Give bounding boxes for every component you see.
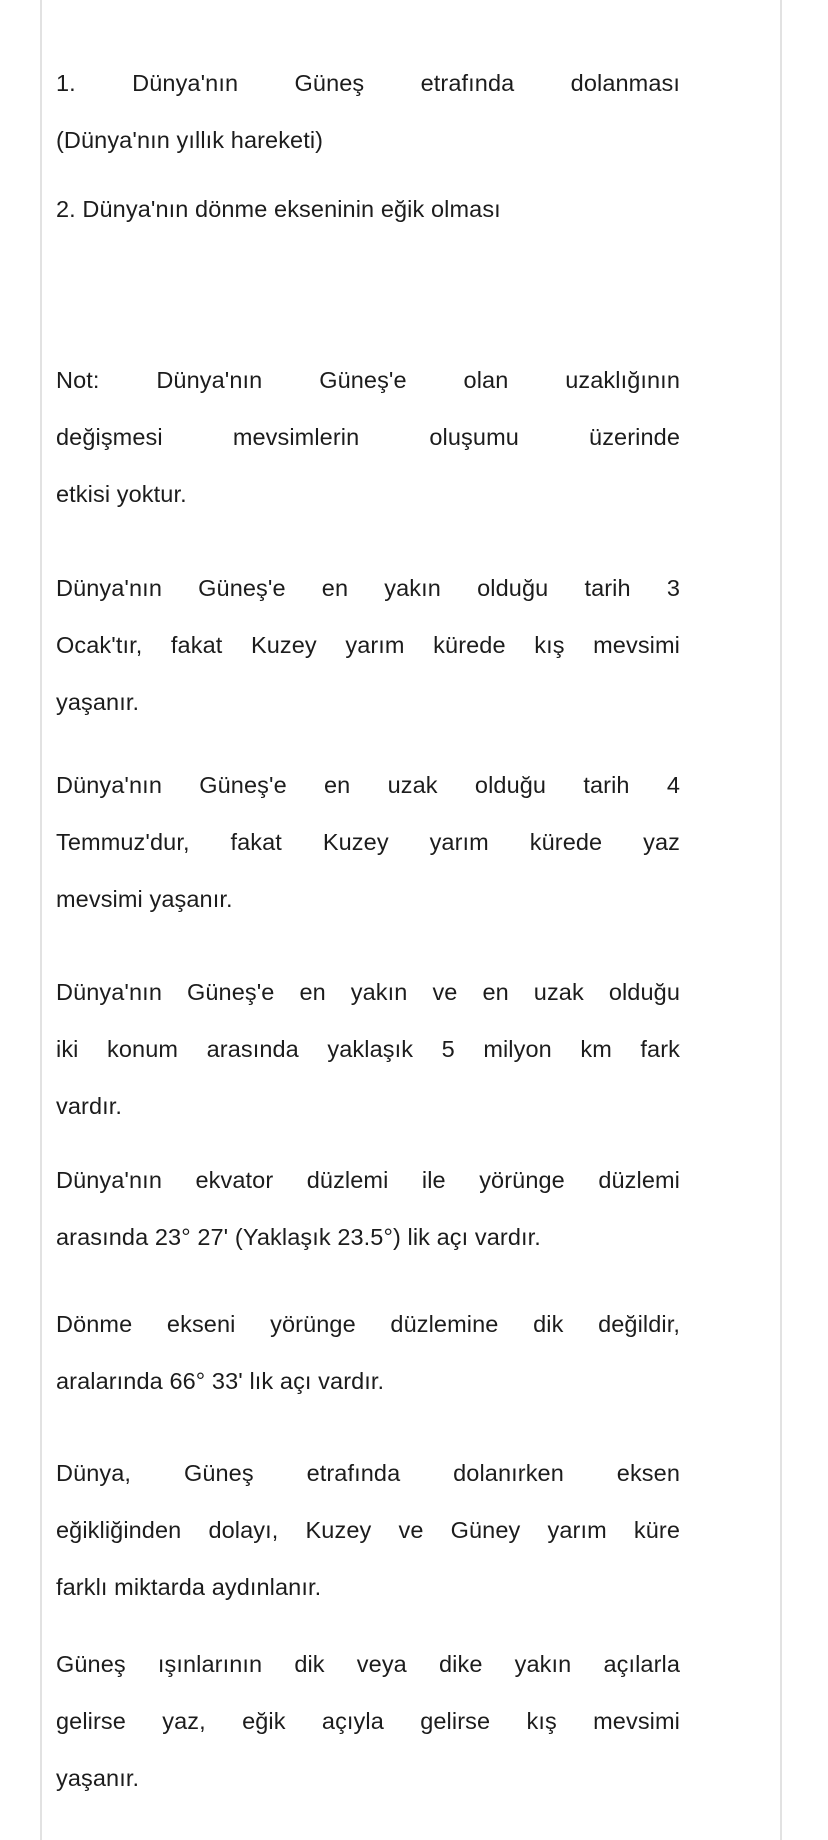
text-line: 1. Dünya'nın Güneş etrafında dolanması: [56, 70, 680, 96]
text-line: eğikliğinden dolayı, Kuzey ve Güney yarım küre: [56, 1517, 680, 1543]
paragraph-reason-2: [56, 181, 680, 238]
text-line: etkisi yoktur.: [56, 481, 187, 507]
paragraph-aphelion: [56, 757, 680, 928]
paragraph-axial-tilt: [56, 1152, 680, 1266]
paragraph-note: [56, 352, 680, 523]
text-line: Ocak'tır, fakat Kuzey yarım kürede kış mevsimi: [56, 632, 680, 658]
text-line: (Dünya'nın yıllık hareketi): [56, 127, 324, 153]
text-line: Temmuz'dur, fakat Kuzey yarım kürede yaz: [56, 829, 680, 855]
text-line: Not: Dünya'nın Güneş'e olan uzaklığının: [56, 367, 680, 393]
text-line: gelirse yaz, eğik açıyla gelirse kış mevsimi: [56, 1708, 680, 1734]
text-line: mevsimi yaşanır.: [56, 886, 233, 912]
text-line: Dönme ekseni yörünge düzlemine dik değildir,: [56, 1311, 680, 1337]
text-line: değişmesi mevsimlerin oluşumu üzerinde: [56, 424, 680, 450]
paragraph-distance-difference: [56, 964, 680, 1135]
paragraph-illumination: [56, 1445, 680, 1616]
text-line: iki konum arasında yaklaşık 5 milyon km fark: [56, 1036, 680, 1062]
text-line: Dünya'nın Güneş'e en yakın olduğu tarih 3: [56, 575, 680, 601]
text-line: aralarında 66° 33' lık açı vardır.: [56, 1368, 385, 1394]
text-line: Güneş ışınlarının dik veya dike yakın açılarla: [56, 1651, 680, 1677]
text-line: arasında 23° 27' (Yaklaşık 23.5°) lik açı vardır.: [56, 1224, 541, 1250]
paragraph-reason-1: [56, 55, 680, 169]
text-line: Dünya'nın ekvator düzlemi ile yörünge düzlemi: [56, 1167, 680, 1193]
text-line: Dünya, Güneş etrafında dolanırken eksen: [56, 1460, 680, 1486]
text-line: farklı miktarda aydınlanır.: [56, 1574, 322, 1600]
text-line: vardır.: [56, 1093, 123, 1119]
text-line: yaşanır.: [56, 1765, 140, 1791]
text-line: Dünya'nın Güneş'e en uzak olduğu tarih 4: [56, 772, 680, 798]
paragraph-perihelion: [56, 560, 680, 731]
text-line: 2. Dünya'nın dönme ekseninin eğik olması: [56, 196, 501, 222]
text-line: Dünya'nın Güneş'e en yakın ve en uzak olduğu: [56, 979, 680, 1005]
paragraph-axis-angle: [56, 1296, 680, 1410]
paragraph-sun-rays: [56, 1636, 680, 1807]
text-line: yaşanır.: [56, 689, 140, 715]
